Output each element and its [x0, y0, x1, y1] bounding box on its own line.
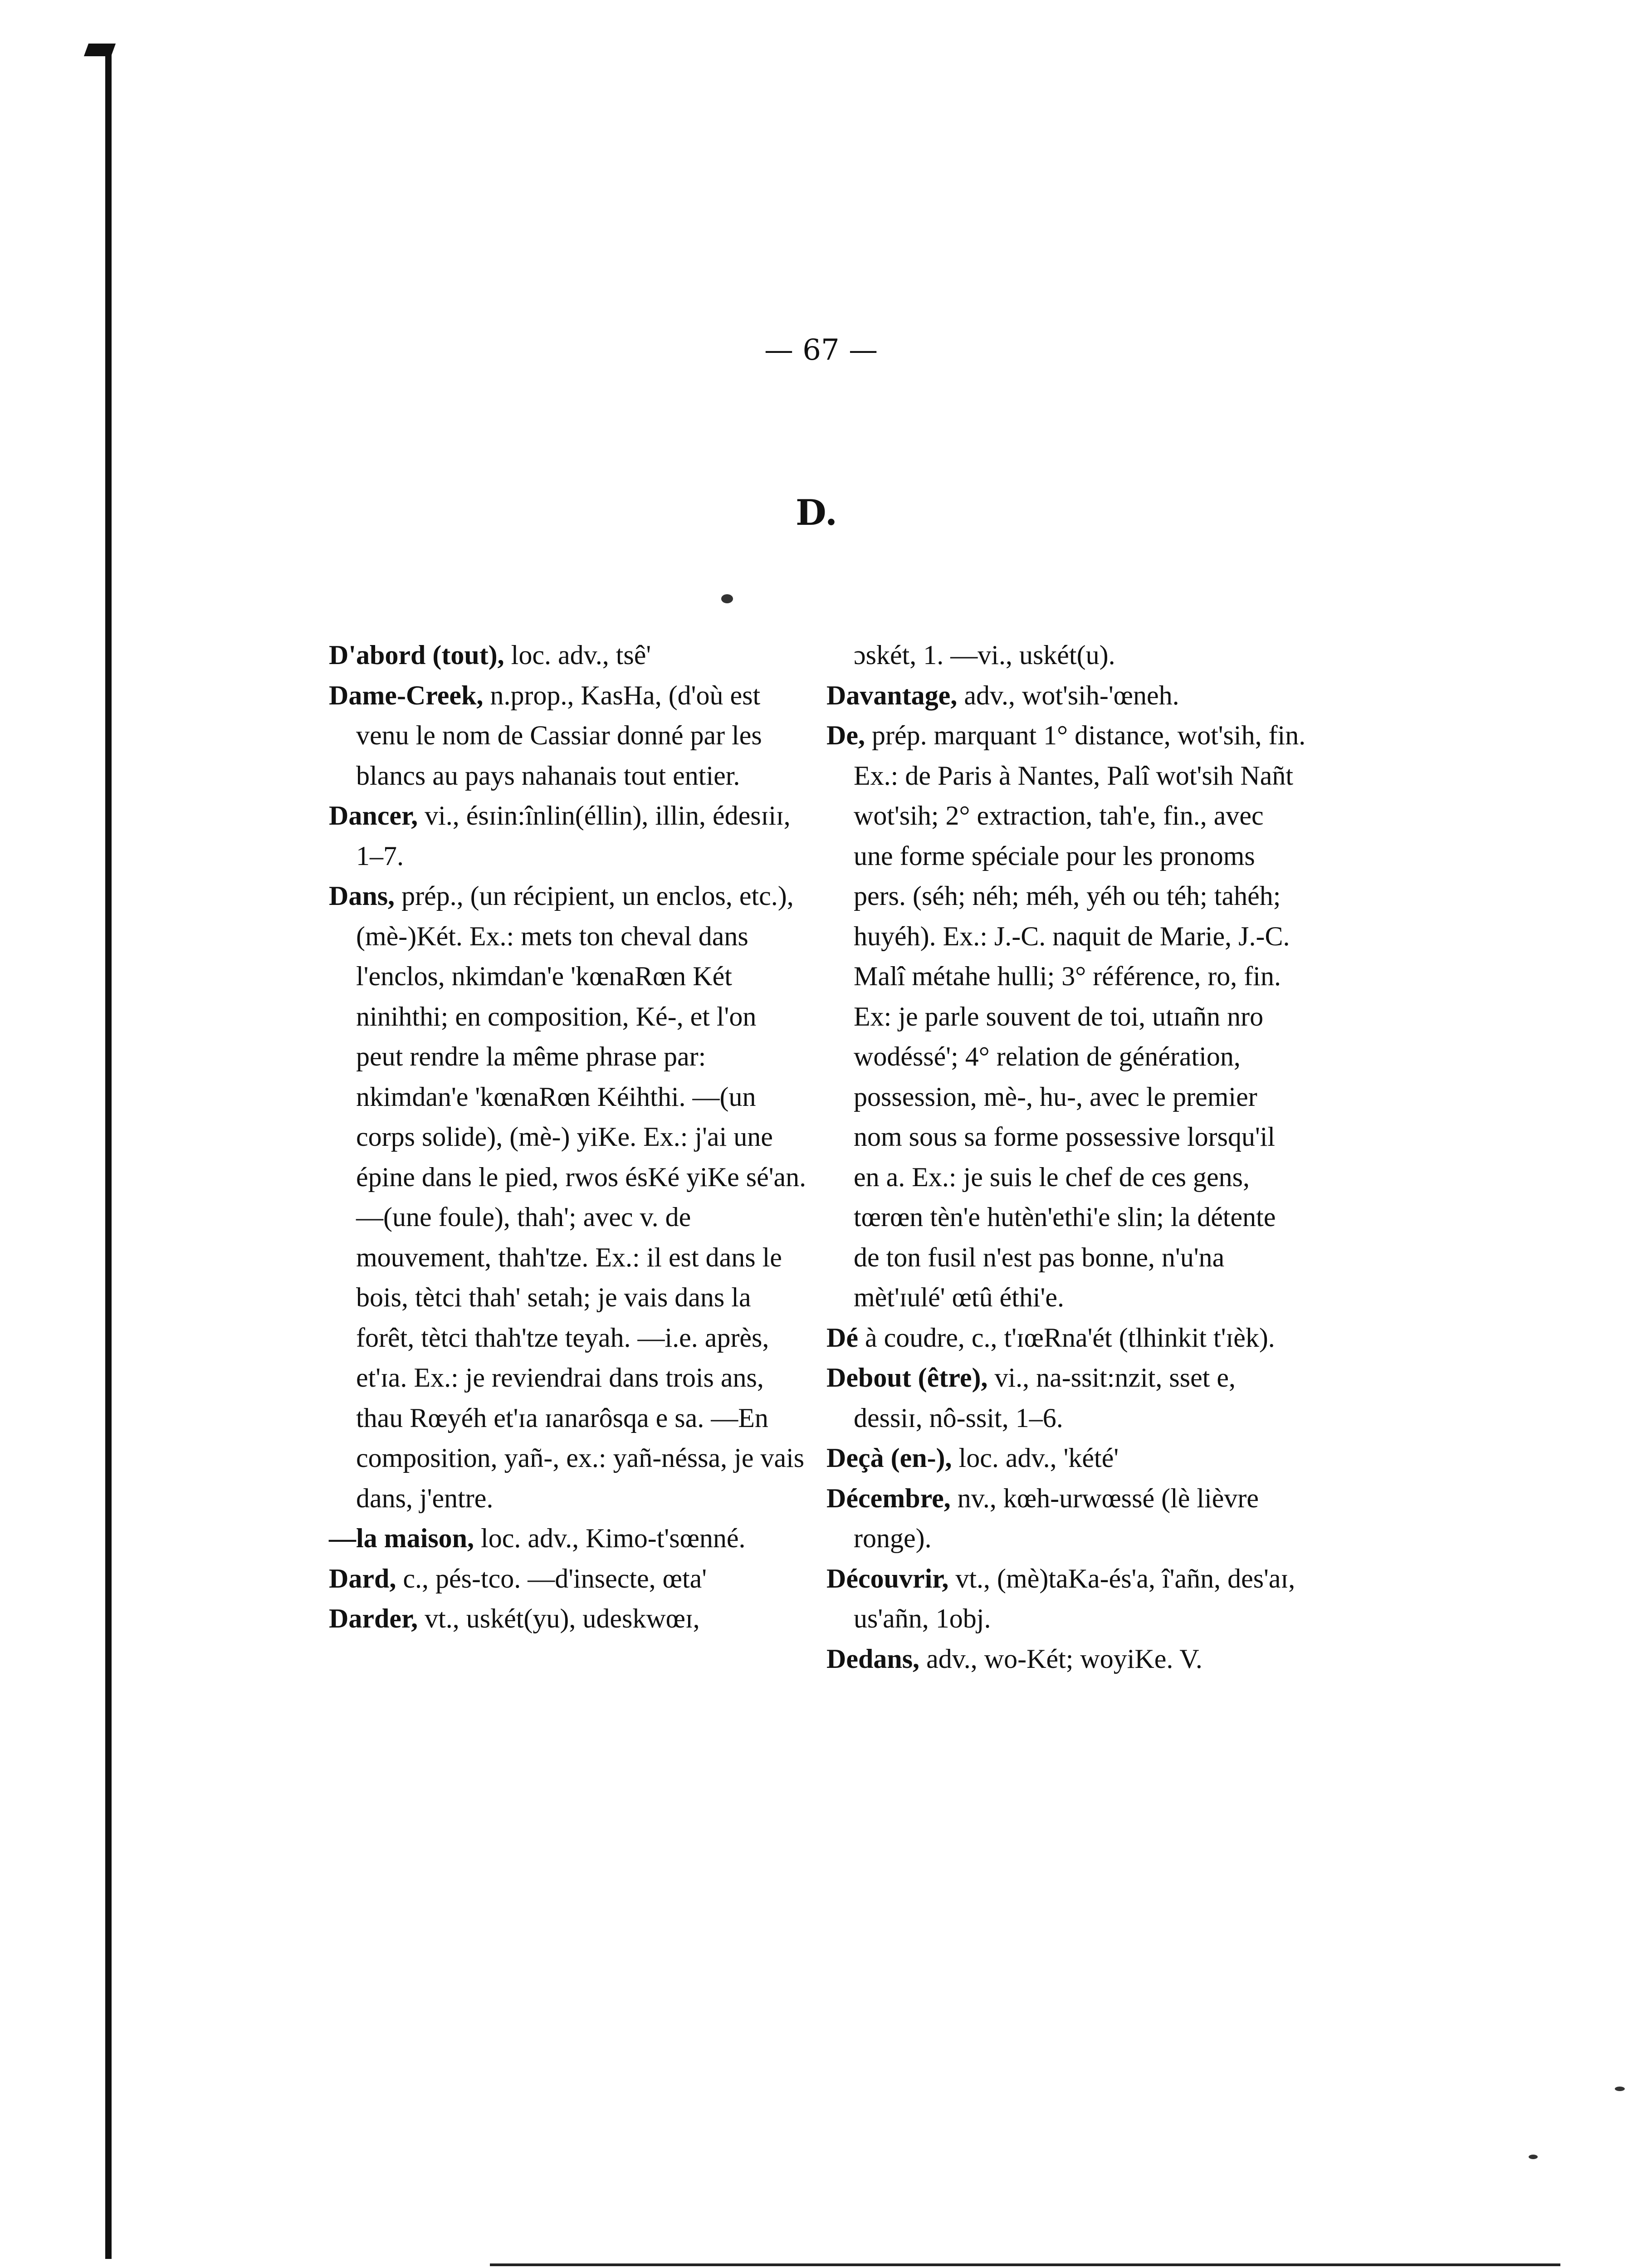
- definition: vt., (mè)taKa-és'a, î'añn, des'aɪ, us'añn, 1obj.: [854, 1563, 1295, 1633]
- definition: n.prop., KasHa, (d'où est venu le nom de Cassiar donné par les blancs au pays nahanais tout entier.: [356, 680, 762, 791]
- definition: loc. adv., tsê': [504, 640, 651, 670]
- dictionary-entry: [329, 1598, 810, 1639]
- definition: prép. marquant 1° distance, wot'sih, fin. Ex.: de Paris à Nantes, Palî wot'sih Nañt wot'sih; 2° extraction, tah'e, fin., avec une forme spéciale pour les pronoms pers. (séh; néh; méh, yéh ou téh; tahéh; huyéh). Ex.: J.-C. naquit de Marie, J.-C. Malî métahe hulli; 3° référence, ro, fin. Ex: je parle souvent de toi, utɪañn nro wodéssé'; 4° relation de génération, possession, mè-, hu-, avec le premier nom sous sa forme possessive lorsqu'il en a. Ex.: je suis le chef de ces gens, tœrœn tèn'e hutèn'ethi'e slin; la détente de ton fusil n'est pas bonne, n'u'na mèt'ɪulé' œtû éthi'e.: [854, 720, 1306, 1312]
- dictionary-entry: [826, 1318, 1307, 1358]
- binding-edge: [105, 45, 112, 2259]
- dictionary-entry: [826, 675, 1307, 716]
- scan-speck: [721, 594, 733, 603]
- binding-edge-top: [84, 44, 116, 56]
- definition: vt., uskét(yu), udeskwœɪ,: [418, 1603, 700, 1633]
- dictionary-entry: [329, 675, 810, 796]
- definition: à coudre, c., t'ɪœRna'ét (tlhinkit t'ɪèk).: [858, 1322, 1275, 1353]
- dictionary-entry: [329, 1559, 810, 1599]
- dictionary-entry: [826, 1478, 1307, 1559]
- headword: Debout (être),: [826, 1363, 988, 1393]
- headword: Dancer,: [329, 801, 418, 831]
- left-column: [329, 635, 810, 1639]
- page-number: — 67 —: [764, 333, 878, 367]
- section-letter: D.: [795, 492, 837, 533]
- dictionary-entry: [329, 876, 810, 1518]
- headword: Dans,: [329, 881, 395, 911]
- headword: Dé: [826, 1322, 858, 1353]
- dictionary-entry: [826, 1559, 1307, 1639]
- entry-continuation: [826, 635, 1307, 675]
- right-column: [826, 635, 1307, 1679]
- dictionary-entry: [329, 1518, 810, 1559]
- bottom-scan-line: [490, 2263, 1560, 2266]
- definition: vi., ésɪin:înlin(éllin), illin, édesɪiɪ, 1–7.: [356, 801, 791, 871]
- headword: Darder,: [329, 1603, 418, 1633]
- definition: adv., wo-Két; woyiKe. V.: [919, 1643, 1202, 1674]
- headword: Dedans,: [826, 1643, 920, 1674]
- dictionary-entry: [826, 1358, 1307, 1438]
- definition: c., pés-tco. —d'insecte, œta': [396, 1563, 707, 1593]
- definition: loc. adv., 'kété': [952, 1443, 1119, 1473]
- dictionary-entry: [329, 635, 810, 675]
- headword: Deçà (en-),: [826, 1443, 952, 1473]
- definition: ɔskét, 1. —vi., uskét(u).: [854, 640, 1115, 670]
- definition: prép., (un récipient, un enclos, etc.), (mè-)Két. Ex.: mets ton cheval dans l'enclos, nkimdan'e 'kœnaRœn Két ninihthi; en composition, Ké-, et l'on peut rendre la même phrase par: nkimdan'e 'kœnaRœn Kéihthi. —(un corps solide), (mè-) yiKe. Ex.: j'ai une épine dans le pied, rwos ésKé yiKe sé'an. —(une foule), thah'; avec v. de mouvement, thah'tze. Ex.: il est dans le bois, tètci thah' setah; je vais dans la forêt, tètci thah'tze teyah. —i.e. après, et'ɪa. Ex.: je reviendrai dans trois ans, thau Rœyéh et'ɪa ɪanarôsqa e sa. —En composition, yañ-, ex.: yañ-néssa, je vais dans, j'entre.: [356, 881, 806, 1513]
- definition: adv., wot'sih-'œneh.: [957, 680, 1179, 710]
- scan-speck: [1615, 2087, 1625, 2091]
- dictionary-entry: [329, 796, 810, 876]
- headword: Découvrir,: [826, 1563, 949, 1593]
- dictionary-entry: [826, 1438, 1307, 1478]
- definition: loc. adv., Kimo-t'sœnné.: [474, 1523, 746, 1553]
- definition: vi., na-ssit:nzit, sset e, dessiɪ, nô-ssit, 1–6.: [854, 1363, 1236, 1433]
- definition: nv., kœh-urwœssé (lè lièvre ronge).: [854, 1483, 1259, 1553]
- headword: Dard,: [329, 1563, 396, 1593]
- headword: Décembre,: [826, 1483, 951, 1513]
- headword: Davantage,: [826, 680, 958, 710]
- headword: D'abord (tout),: [329, 640, 504, 670]
- headword: De,: [826, 720, 865, 750]
- headword: Dame-Creek,: [329, 680, 484, 710]
- scan-speck: [1529, 2155, 1538, 2159]
- dictionary-entry: [826, 715, 1307, 1318]
- dictionary-entry: [826, 1639, 1307, 1679]
- headword: —la maison,: [329, 1523, 474, 1553]
